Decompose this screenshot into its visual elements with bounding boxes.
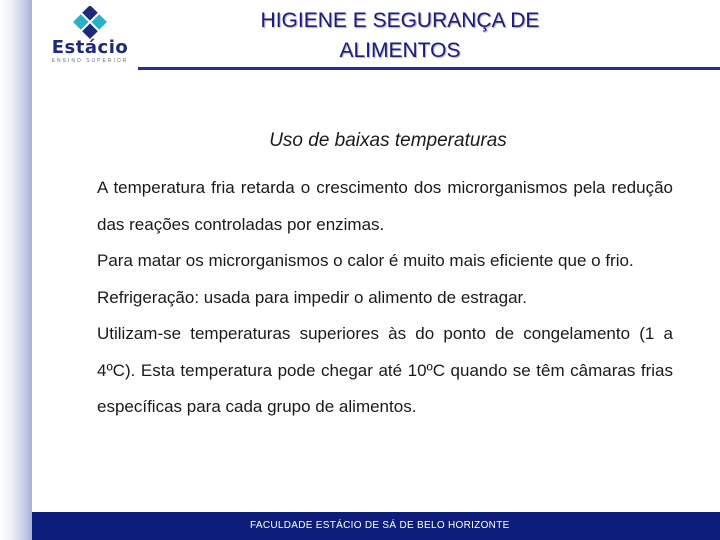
paragraph-2: Para matar os microrganismos o calor é muito mais eficiente que o frio. <box>97 251 634 270</box>
footer-bar <box>32 512 720 540</box>
title-underline <box>138 67 720 70</box>
logo-subtext: ENSINO SUPERIOR <box>51 58 129 64</box>
paragraph-3: Refrigeração: usada para impedir o alimento de estragar. <box>97 287 527 307</box>
slide-subtitle: Uso de baixas temperaturas <box>269 130 507 151</box>
estacio-logo <box>42 6 138 64</box>
paragraph-1: A temperatura fria retarda o crescimento dos microrganismos pela redução das reações controladas por enzimas. <box>97 178 673 234</box>
logo-wordmark: Estácio <box>51 37 129 58</box>
slide-title-line2: ALIMENTOS <box>339 39 461 62</box>
slide-title-line1: HIGIENE E SEGURANÇA DE <box>260 9 540 32</box>
paragraph-4: Utilizam-se temperaturas superiores às do ponto de congelamento (1 a 4ºC). Esta temperatura pode chegar até 10ºC quando se têm câmaras frias específicas para cada grupo de alimentos. <box>97 324 673 416</box>
footer-text: FACULDADE ESTÁCIO DE SÁ DE BELO HORIZONTE <box>250 520 510 531</box>
slide-title <box>150 6 650 66</box>
logo-emblem-icon <box>42 6 138 40</box>
left-gradient-bar <box>0 0 32 540</box>
slide-body <box>97 170 673 426</box>
